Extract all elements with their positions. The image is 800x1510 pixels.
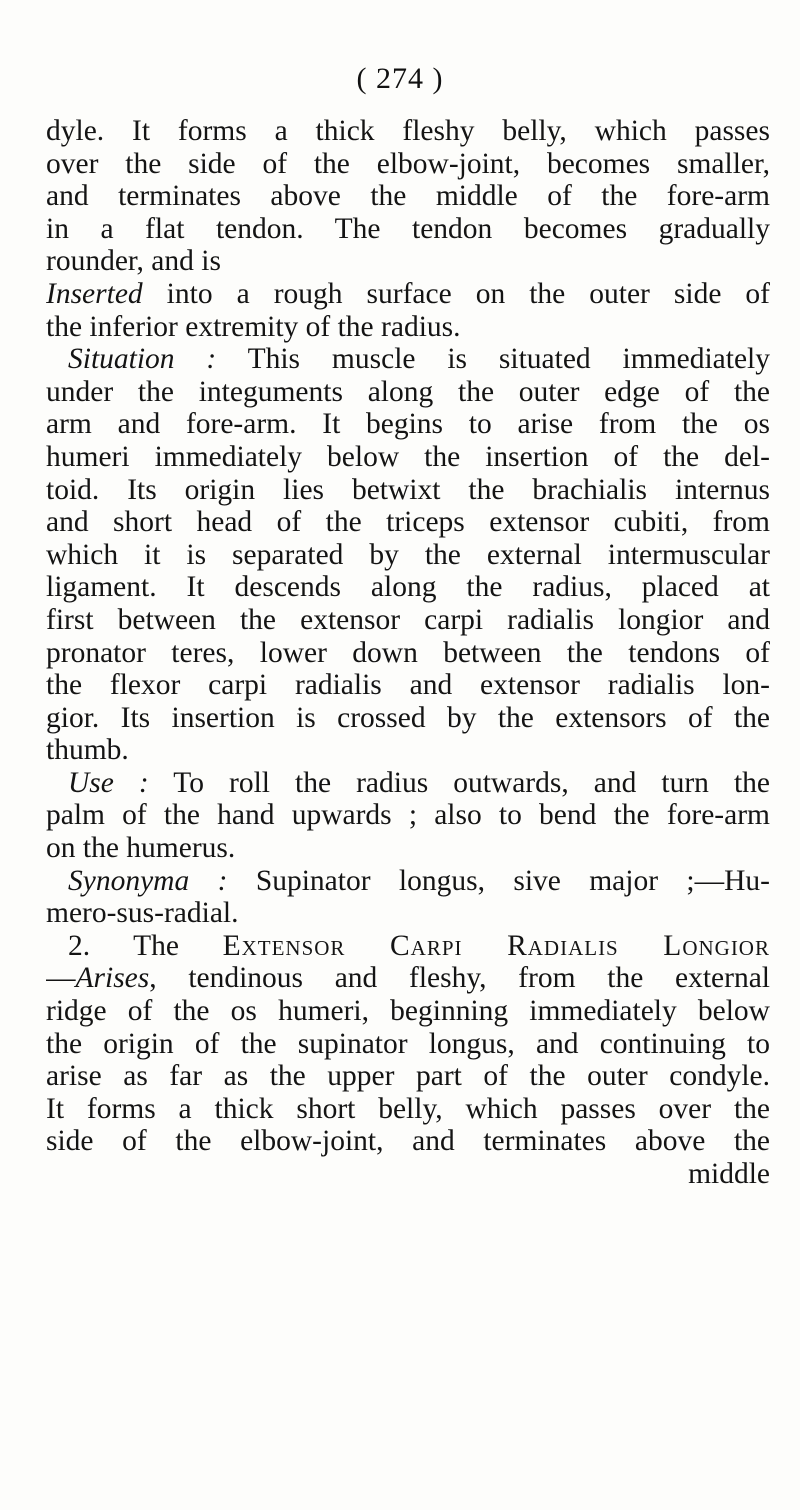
text-segment: on the humerus. [46, 832, 236, 865]
text-segment: Use : [68, 766, 149, 799]
text-line [46, 506, 770, 539]
text-line [46, 604, 770, 637]
text-segment: — [46, 962, 76, 995]
text-segment: mero-sus-radial. [46, 897, 239, 930]
text-segment: which it is separated by the external intermuscular [46, 538, 770, 571]
text-line [46, 1060, 770, 1093]
text-line [46, 832, 770, 865]
text-line [46, 278, 770, 311]
text-segment: first between the extensor carpi radialis longior and [46, 603, 770, 636]
text-segment: arise as far as the upper part of the outer condyle. [46, 1060, 770, 1093]
text-segment: the inferior extremity of the radius. [46, 310, 461, 343]
text-segment: Inserted [46, 277, 143, 310]
text-segment: Extensor Carpi Radialis Longior [222, 929, 770, 962]
text-line [46, 1093, 770, 1126]
text-segment: into a rough surface on the outer side of [142, 277, 770, 310]
text-line [46, 180, 770, 213]
text-segment: arm and fore-arm. It begins to arise from the os [46, 408, 770, 441]
text-line [46, 571, 770, 604]
text-segment: pronator teres, lower down between the tendons of [46, 636, 770, 669]
text-segment: thumb. [46, 734, 129, 767]
text-line [46, 311, 770, 344]
text-line [46, 1125, 770, 1158]
text-segment: This muscle is situated immediately [216, 343, 770, 376]
text-segment: rounder, and is [46, 245, 221, 278]
text-segment: Synonyma : [68, 864, 228, 897]
text-segment: ridge of the os humeri, beginning immediately below [46, 995, 770, 1028]
text-segment: under the integuments along the outer edge of the [46, 375, 770, 408]
text-segment: Arises [75, 962, 150, 995]
text-line [46, 376, 770, 409]
text-line [46, 213, 770, 246]
text-segment: and short head of the triceps extensor cubiti, from [46, 506, 770, 539]
text-line [46, 539, 770, 572]
text-line [46, 245, 770, 278]
text-line [46, 1158, 770, 1191]
text-segment: in a flat tendon. The tendon becomes gradually [46, 212, 770, 245]
text-line [46, 148, 770, 181]
body-text [46, 115, 770, 1191]
text-line [46, 441, 770, 474]
text-segment: palm of the hand upwards ; also to bend the fore-arm [46, 799, 770, 832]
text-segment: gior. Its insertion is crossed by the extensors of the [46, 701, 770, 734]
page-number: ( 274 ) [356, 62, 444, 95]
text-line [46, 962, 770, 995]
text-segment: middle [688, 1158, 770, 1190]
text-segment: the origin of the supinator longus, and continuing to [46, 1027, 770, 1060]
text-segment: toid. Its origin lies betwixt the brachialis internus [46, 473, 770, 506]
text-line [46, 474, 770, 507]
text-line [46, 799, 770, 832]
text-line [46, 930, 770, 963]
text-line [46, 865, 770, 898]
text-line [46, 897, 770, 930]
text-segment: side of the elbow-joint, and terminates above the [46, 1125, 770, 1158]
text-segment: , tendinous and fleshy, from the external [149, 962, 770, 995]
text-line [46, 995, 770, 1028]
text-segment: Situation : [68, 343, 217, 376]
text-segment: humeri immediately below the insertion of the del- [46, 440, 770, 473]
text-segment: ligament. It descends along the radius, placed at [46, 571, 770, 604]
text-segment: over the side of the elbow-joint, becomes smaller, [46, 147, 770, 180]
text-segment: 2. The [68, 929, 223, 962]
text-line [46, 734, 770, 767]
text-line [46, 115, 770, 148]
text-segment: dyle. It forms a thick fleshy belly, which passes [46, 115, 770, 147]
text-line [46, 669, 770, 702]
text-line [46, 767, 770, 800]
text-line [46, 1028, 770, 1061]
text-line [46, 702, 770, 735]
text-segment: and terminates above the middle of the fore-arm [46, 180, 770, 213]
text-line [46, 408, 770, 441]
text-segment: the flexor carpi radialis and extensor radialis lon- [46, 669, 770, 702]
text-segment: Supinator longus, sive major ;—Hu- [227, 864, 770, 897]
text-line [46, 343, 770, 376]
text-line [46, 637, 770, 670]
text-segment: It forms a thick short belly, which passes over the [46, 1092, 770, 1125]
text-segment: To roll the radius outwards, and turn the [148, 766, 770, 799]
